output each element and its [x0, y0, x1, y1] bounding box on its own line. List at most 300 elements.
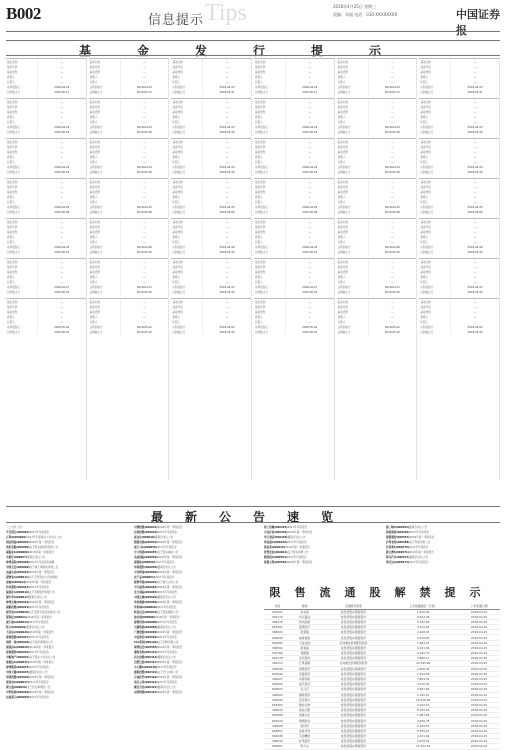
- table-cell: 4,567.89: [388, 687, 458, 692]
- fund-field-label: 基金名称: [6, 100, 38, 105]
- fund-field-label: 托管人: [6, 80, 38, 85]
- fund-column: [89, 58, 170, 480]
- fund-field-label: 管理人: [419, 75, 451, 80]
- notice-company: 盐田港(000088): [134, 616, 155, 619]
- fund-field-value: 2018-04-26: [384, 246, 400, 249]
- fund-field-label: 认购截止日: [171, 250, 203, 255]
- notice-company: 小天鹅A(000418): [134, 666, 157, 669]
- band-rule-bottom: [6, 55, 500, 56]
- fund-field-label: 管理人: [337, 235, 369, 240]
- fund-field-value: —: [391, 201, 394, 204]
- notice-text: 2017年年度报告: [409, 546, 429, 549]
- notice-company: 特发信息(000070): [134, 611, 158, 614]
- notice-company: 深圳能源(000027): [6, 636, 30, 639]
- notice-text: 2018年第一季度报告: [29, 691, 55, 694]
- fund-field-value: 2018-05-18: [54, 171, 70, 174]
- fund-field-label: 认购截止日: [419, 210, 451, 215]
- fund-field-label: 管理人: [6, 315, 38, 320]
- fund-field-label: 认购起始日: [6, 125, 38, 130]
- fund-block: [419, 98, 499, 135]
- fund-field-value: —: [308, 186, 312, 189]
- fund-field-label: 管理人: [254, 115, 286, 120]
- fund-field-label: 基金名称: [254, 140, 286, 145]
- fund-block: [254, 138, 334, 175]
- fund-field-value: 2018-04-23: [54, 126, 70, 129]
- fund-field-label: 认购起始日: [254, 85, 286, 90]
- fund-field-value: —: [60, 261, 64, 264]
- fund-field-value: —: [60, 311, 64, 314]
- fund-field-value: —: [473, 121, 477, 124]
- fund-field-value: 2018-04-25: [384, 206, 400, 209]
- fund-row: [254, 170, 334, 175]
- fund-field-label: 基金类型: [171, 230, 203, 235]
- fund-field-label: 基金名称: [6, 220, 38, 225]
- notice-text: 董事会决议公告: [157, 596, 176, 599]
- fund-field-label: 基金名称: [419, 60, 451, 65]
- fund-row: [171, 330, 251, 335]
- fund-field-value: —: [225, 266, 229, 269]
- fund-block: [6, 138, 86, 175]
- fund-field-value: —: [60, 241, 64, 244]
- fund-field-label: 认购起始日: [171, 325, 203, 330]
- notice-company: 南玻A(000012): [6, 581, 27, 584]
- fund-field-label: 认购截止日: [6, 90, 38, 95]
- fund-field-label: 托管人: [89, 320, 121, 325]
- notice-company: 华锦股份(000059): [134, 566, 158, 569]
- notice-company: 供销大集(000564): [264, 561, 288, 564]
- fund-field-label: 管理人: [337, 195, 369, 200]
- table-cell: 002851: [264, 728, 291, 733]
- fund-field-value: —: [143, 191, 146, 194]
- fund-field-label: 认购起始日: [254, 125, 286, 130]
- fund-row: [89, 130, 169, 135]
- fund-field-label: 托管人: [419, 80, 451, 85]
- notice-company: 全新好(000007): [6, 556, 27, 559]
- table-cell: 首发原股东限售股份: [319, 625, 389, 630]
- notice-company: 中国宝安(000009): [6, 566, 30, 569]
- table-cell: 2018-04-25: [458, 728, 500, 733]
- fund-field-label: 认购截止日: [254, 170, 286, 175]
- fund-field-label: 基金名称: [254, 180, 286, 185]
- fund-field-value: —: [225, 71, 229, 74]
- fund-field-label: 认购截止日: [171, 290, 203, 295]
- fund-field-label: 认购起始日: [171, 125, 203, 130]
- notice-company: 深桑达A(000032): [6, 661, 29, 664]
- fund-field-value: —: [308, 141, 312, 144]
- fund-field-value: —: [391, 306, 394, 309]
- fund-field-value: —: [473, 71, 477, 74]
- table-cell: 2018-04-25: [458, 723, 500, 728]
- table-cell: 1,234.56: [388, 671, 458, 676]
- notice-company: 国农科技(000004): [6, 541, 30, 544]
- notice-text: 2017年年度报告: [157, 591, 178, 594]
- section-title: 信息提示: [148, 13, 205, 28]
- fund-field-label: 托管人: [337, 80, 369, 85]
- fund-field-value: 2018-05-18: [219, 131, 235, 134]
- fund-field-value: —: [308, 191, 312, 194]
- table-cell: 002867: [264, 744, 291, 749]
- notice-company: 张家界(000430): [264, 546, 285, 549]
- fund-field-label: 基金类型: [254, 310, 286, 315]
- fund-field-label: 托管人: [337, 120, 369, 125]
- fund-block: [89, 98, 169, 135]
- fund-field-label: 认购起始日: [89, 245, 121, 250]
- fund-field-value: —: [225, 241, 229, 244]
- fund-field-label: 基金名称: [171, 220, 203, 225]
- fund-field-value: —: [143, 221, 146, 224]
- fund-field-value: 2018-04-24: [136, 166, 152, 169]
- table-cell: 2018-04-25: [458, 661, 500, 666]
- fund-row: [419, 170, 499, 175]
- table-cell: 定向增发机构配售股份: [319, 661, 389, 666]
- notice-company: 吉林化纤(000420): [134, 676, 158, 679]
- fund-field-value: —: [143, 306, 146, 309]
- fund-field-value: 2018-05-08: [219, 211, 235, 214]
- fund-field-label: 基金代码: [89, 65, 121, 70]
- fund-field-value: —: [60, 181, 64, 184]
- fund-block: [254, 98, 334, 135]
- notice-text: 2018年第一季度报告: [284, 546, 310, 549]
- table-cell: 振德医疗: [291, 625, 319, 630]
- fund-field-label: 托管人: [6, 200, 38, 205]
- fund-field-label: 基金代码: [171, 65, 203, 70]
- fund-row: [254, 90, 334, 95]
- fund-field-value: 2018-04-23: [136, 86, 152, 89]
- fund-field-value: —: [60, 81, 64, 84]
- fund-block: [6, 58, 86, 95]
- fund-field-value: —: [60, 121, 64, 124]
- fund-field-label: 认购截止日: [6, 170, 38, 175]
- fund-field-label: 托管人: [337, 200, 369, 205]
- table-cell: 美芝股份: [291, 682, 319, 687]
- fund-field-label: 管理人: [419, 195, 451, 200]
- fund-field-value: —: [473, 81, 477, 84]
- fund-field-label: 基金代码: [419, 305, 451, 310]
- fund-field-label: 认购起始日: [89, 325, 121, 330]
- fund-field-value: —: [308, 71, 312, 74]
- table-cell: 603090: [264, 671, 291, 676]
- fund-field-value: —: [308, 271, 312, 274]
- fund-field-label: 基金名称: [89, 220, 121, 225]
- notice-text: 2017年年度报告: [409, 561, 429, 564]
- fund-row: [337, 330, 417, 335]
- notice-company: 中集集团(000039): [6, 691, 30, 694]
- notice-text: 2017年年度报告: [29, 636, 50, 639]
- fund-field-value: —: [391, 316, 394, 319]
- fund-field-label: 托管人: [419, 160, 451, 165]
- fund-field-value: —: [225, 76, 229, 79]
- table-cell: 300634: [264, 739, 291, 744]
- notice-text: 2017年年度报告: [157, 636, 178, 639]
- fund-field-value: —: [391, 101, 394, 104]
- fund-block: [171, 218, 251, 255]
- fund-field-value: —: [225, 221, 229, 224]
- notice-text: 关于重大事项的进展公告: [29, 566, 59, 569]
- fund-column: [337, 58, 418, 480]
- fund-field-value: —: [473, 311, 477, 314]
- fund-field-value: —: [60, 316, 64, 319]
- table-cell: 2018-04-25: [458, 630, 500, 635]
- table-cell: 傲农生物: [291, 702, 319, 707]
- fund-field-label: 认购起始日: [6, 325, 38, 330]
- fund-field-value: —: [391, 111, 394, 114]
- fund-field-value: —: [308, 106, 312, 109]
- notice-company: 东阿阿胶(000423): [134, 691, 158, 694]
- page-number: B002: [6, 4, 41, 23]
- fund-field-label: 基金代码: [337, 145, 369, 150]
- fund-field-label: 基金代码: [89, 225, 121, 230]
- fund-field-value: 2018-04-25: [302, 206, 318, 209]
- fund-row: [6, 330, 86, 335]
- fund-field-value: —: [225, 301, 229, 304]
- fund-field-label: 基金类型: [419, 190, 451, 195]
- fund-field-label: 基金名称: [419, 140, 451, 145]
- fund-field-label: 认购起始日: [89, 125, 121, 130]
- notice-company: 深天马A(000050): [134, 546, 157, 549]
- fund-field-value: —: [308, 181, 312, 184]
- fund-field-value: 2018-05-11: [467, 91, 483, 94]
- fund-field-label: 认购截止日: [337, 330, 369, 335]
- table-cell: 8,765.43: [388, 708, 458, 713]
- fund-block: [337, 298, 417, 335]
- fund-field-value: —: [225, 191, 229, 194]
- table-cell: 2018-04-25: [458, 656, 500, 661]
- table-cell: 300608: [264, 723, 291, 728]
- fund-field-value: —: [60, 76, 64, 79]
- fund-field-value: —: [473, 151, 477, 154]
- fund-field-label: 基金代码: [6, 305, 38, 310]
- notice-text: 关于股东减持股份的公告: [29, 546, 59, 549]
- fund-field-value: 2018-05-02: [384, 326, 400, 329]
- table-cell: 首发原股东限售股份: [319, 728, 389, 733]
- fund-field-value: —: [225, 261, 229, 264]
- fund-field-value: —: [60, 141, 64, 144]
- notice-text: 2017年年度报告: [29, 621, 49, 624]
- fund-row: [171, 90, 251, 95]
- fund-field-label: 托管人: [89, 280, 121, 285]
- fund-field-label: 管理人: [419, 275, 451, 280]
- fund-field-label: 基金类型: [89, 190, 121, 195]
- table-cell: 300478: [264, 619, 291, 624]
- notice-column: [134, 525, 254, 695]
- notice-company: 民生控股(000416): [134, 656, 158, 659]
- fund-field-value: —: [391, 266, 394, 269]
- fund-field-label: 基金类型: [171, 270, 203, 275]
- fund-field-label: 基金类型: [419, 70, 451, 75]
- notice-text: 2018年第一季度报告: [29, 551, 54, 554]
- table-cell: 002251: [264, 609, 291, 614]
- fund-field-label: 基金名称: [419, 100, 451, 105]
- fund-field-value: 2018-05-22: [219, 331, 235, 334]
- fund-field-value: —: [60, 226, 64, 229]
- table-cell: 002838: [264, 666, 291, 671]
- table-cell: 002839: [264, 697, 291, 702]
- notice-company: 深南电A(000037): [6, 681, 29, 684]
- notice-item: [6, 695, 126, 700]
- fund-field-value: 2018-04-23: [219, 86, 235, 89]
- notice-company: 新大洲A(000571): [386, 551, 409, 554]
- fund-field-value: 2018-05-25: [384, 291, 400, 294]
- notice-text: 2017年年度报告: [287, 541, 307, 544]
- fund-field-value: —: [60, 221, 64, 224]
- fund-field-value: —: [60, 186, 64, 189]
- notice-text: 2017年年度报告: [287, 556, 307, 559]
- notice-company: 深圳机场(000089): [134, 621, 158, 624]
- fund-field-value: 2018-05-08: [384, 211, 400, 214]
- fund-field-label: 托管人: [254, 80, 286, 85]
- fund-field-value: 2018-04-24: [467, 166, 483, 169]
- table-cell: 4,210.00: [388, 635, 458, 640]
- table-cell: 2018-04-25: [458, 614, 500, 619]
- fund-field-label: 认购截止日: [89, 250, 121, 255]
- fund-field-label: 基金名称: [337, 100, 369, 105]
- fund-field-label: 管理人: [337, 75, 369, 80]
- fund-field-value: —: [225, 311, 229, 314]
- fund-field-value: —: [391, 81, 394, 84]
- fund-field-label: 基金名称: [171, 100, 203, 105]
- fund-field-value: 2018-05-08: [136, 211, 152, 214]
- table-cell: 3,215.60: [388, 625, 458, 630]
- fund-field-label: 管理人: [89, 235, 121, 240]
- fund-field-label: 认购截止日: [6, 210, 38, 215]
- fund-field-value: —: [143, 231, 146, 234]
- fund-field-label: 认购起始日: [419, 325, 451, 330]
- fund-field-value: 2018-05-15: [384, 251, 400, 254]
- fund-field-label: 基金名称: [419, 180, 451, 185]
- fund-field-label: 认购起始日: [6, 165, 38, 170]
- fund-field-label: 基金代码: [171, 305, 203, 310]
- notice-text: 2018年第一季度报告: [157, 556, 183, 559]
- fund-field-label: 托管人: [171, 200, 203, 205]
- fund-field-label: 认购截止日: [419, 250, 451, 255]
- table-cell: 1,876.00: [388, 609, 458, 614]
- table-cell: 艾迪精密: [291, 734, 319, 739]
- fund-field-label: 基金代码: [419, 185, 451, 190]
- fund-field-value: —: [391, 146, 394, 149]
- fund-field-label: 认购截止日: [89, 330, 121, 335]
- notice-text: 2017年年度报告: [154, 576, 175, 579]
- fund-row: [171, 290, 251, 295]
- fund-field-label: 基金类型: [254, 150, 286, 155]
- fund-field-label: 基金名称: [89, 300, 121, 305]
- fund-field-value: —: [308, 111, 312, 114]
- fund-field-label: 托管人: [337, 280, 369, 285]
- fund-field-label: 认购截止日: [171, 330, 203, 335]
- notice-text: 董事会决议公告: [157, 656, 176, 659]
- table-cell: 2018-04-25: [458, 635, 500, 640]
- fund-field-label: 管理人: [337, 275, 369, 280]
- fund-field-label: 基金名称: [171, 180, 203, 185]
- notice-text: 2018年第一季度报告: [26, 581, 52, 584]
- table-cell: 周大生: [291, 744, 319, 749]
- table-cell: 首发原股东限售股份: [319, 651, 389, 656]
- fund-field-label: 基金代码: [171, 145, 203, 150]
- fund-field-label: 认购截止日: [337, 90, 369, 95]
- fund-field-value: —: [391, 276, 394, 279]
- fund-field-value: 2018-04-27: [54, 286, 70, 289]
- table-cell: 5,432.10: [388, 702, 458, 707]
- notice-text: 2017年年度报告: [29, 586, 50, 589]
- fund-row: [89, 170, 169, 175]
- fund-field-value: —: [391, 186, 394, 189]
- fund-block: [254, 58, 334, 95]
- fund-field-label: 基金代码: [89, 265, 121, 270]
- notice-company: 沙河股份(000014): [6, 586, 30, 589]
- fund-field-label: 基金代码: [6, 65, 38, 70]
- fund-field-label: 基金代码: [254, 265, 286, 270]
- fund-field-label: 托管人: [419, 120, 451, 125]
- notice-item: [134, 690, 254, 695]
- fund-field-label: 基金代码: [419, 145, 451, 150]
- fund-field-value: —: [60, 231, 64, 234]
- notice-text: 2017年年度报告: [157, 606, 177, 609]
- notice-text: 关于股东大会决议公告: [29, 656, 56, 659]
- notice-text: 董事会决议公告: [287, 536, 306, 539]
- table-cell: 2018-04-25: [458, 625, 500, 630]
- fund-field-label: 托管人: [254, 240, 286, 245]
- fund-block: [419, 298, 499, 335]
- fund-field-value: 2018-05-22: [136, 331, 152, 334]
- fund-field-label: 管理人: [89, 75, 121, 80]
- fund-field-label: 认购截止日: [254, 210, 286, 215]
- fund-field-label: 认购截止日: [419, 90, 451, 95]
- fund-field-label: 基金类型: [419, 150, 451, 155]
- notice-company: 粤宏远A(000573): [386, 561, 409, 564]
- notice-company: 神州数码(000034): [6, 666, 30, 669]
- fund-field-label: 管理人: [171, 75, 203, 80]
- fund-field-value: 2018-04-23: [219, 126, 235, 129]
- fund-field-value: 2018-04-26: [467, 246, 483, 249]
- fund-block: [89, 258, 169, 295]
- date-line: 2018年4月25日 星期三: [333, 4, 377, 9]
- notice-text: 2018年第一季度报告: [287, 561, 313, 564]
- fund-field-label: 基金名称: [89, 260, 121, 265]
- notice-company: 华天酒店(000428): [264, 536, 288, 539]
- fund-field-value: —: [225, 231, 229, 234]
- fund-field-label: 管理人: [337, 155, 369, 160]
- fund-field-label: 基金代码: [6, 105, 38, 110]
- notice-text: 董事会决议公告: [26, 556, 46, 559]
- table-cell: 首发原股东限售股份: [319, 666, 389, 671]
- fund-row: [419, 210, 499, 215]
- fund-field-value: 2018-05-18: [136, 171, 152, 174]
- table-cell: 首发原股东限售股份: [319, 718, 389, 723]
- notice-company: 中金岭南(000060): [134, 571, 158, 574]
- fund-field-label: 管理人: [419, 155, 451, 160]
- fund-block: [419, 218, 499, 255]
- table-cell: 2018-04-25: [458, 708, 500, 713]
- fund-field-label: 基金类型: [6, 150, 38, 155]
- fund-field-label: 认购起始日: [419, 85, 451, 90]
- table-cell: 2018-04-25: [458, 702, 500, 707]
- fund-field-label: 托管人: [254, 320, 286, 325]
- fund-field-label: 基金类型: [171, 110, 203, 115]
- table-cell: 603178: [264, 656, 291, 661]
- fund-field-value: 2018-04-23: [54, 86, 70, 89]
- fund-field-value: —: [143, 66, 146, 69]
- table-cell: 5,342.80: [388, 619, 458, 624]
- fund-block: [89, 178, 169, 215]
- notice-company: 海马汽车(000572): [386, 556, 410, 559]
- fund-field-value: —: [391, 226, 394, 229]
- fund-field-label: 托管人: [419, 200, 451, 205]
- table-cell: 2018-04-25: [458, 682, 500, 687]
- notice-text: 关于股票交易异常波动公告: [29, 611, 61, 614]
- fund-field-label: 认购截止日: [6, 130, 38, 135]
- fund-field-label: 基金类型: [6, 110, 38, 115]
- table-cell: 百合花: [291, 687, 319, 692]
- fund-field-label: 认购截止日: [419, 290, 451, 295]
